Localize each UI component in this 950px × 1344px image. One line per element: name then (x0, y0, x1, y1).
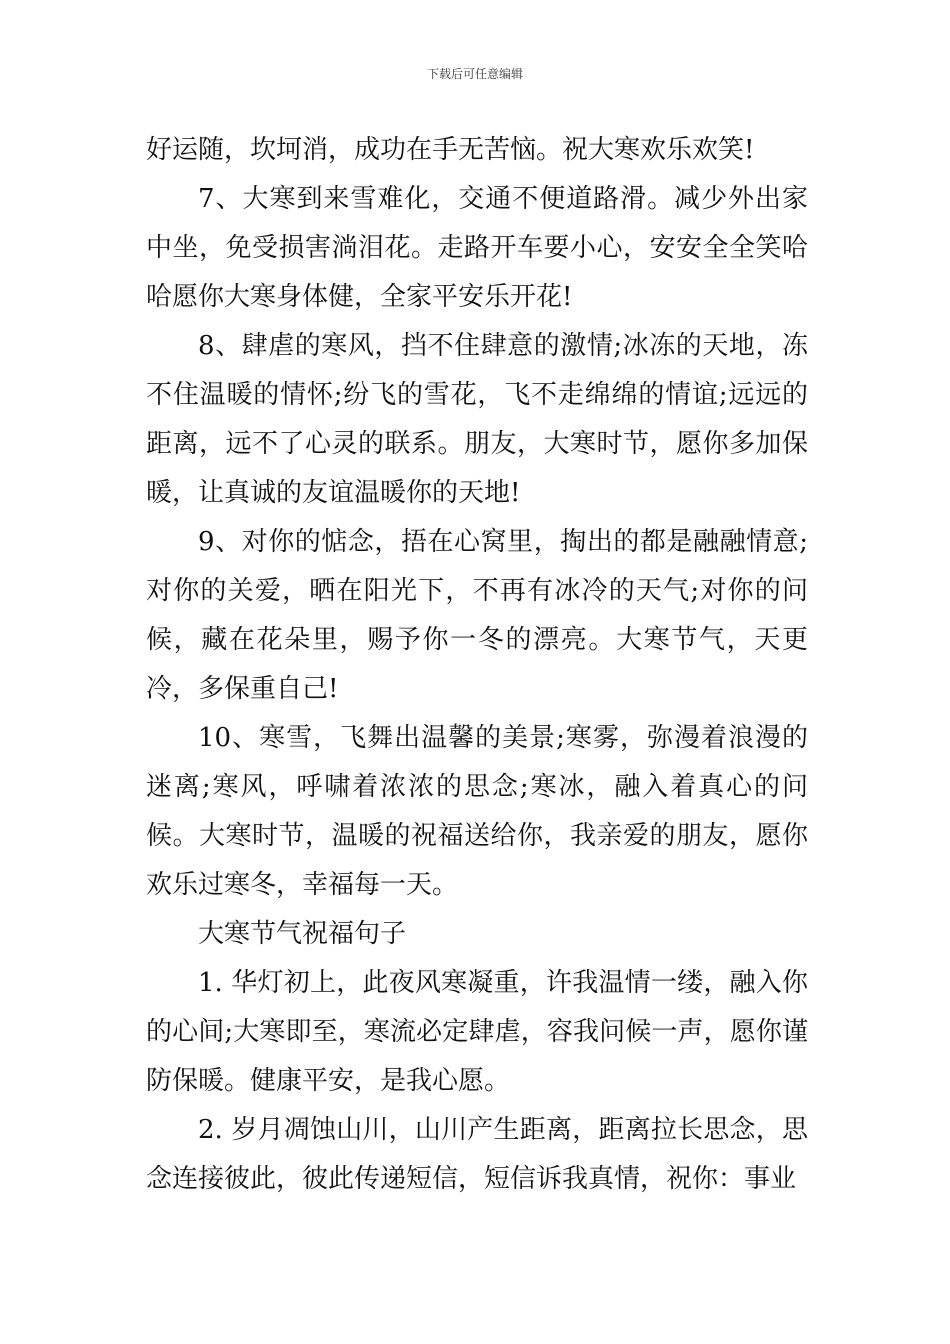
paragraph-blessing-1: 1. 华灯初上，此夜风寒凝重，许我温情一缕，融入你的心间;大寒即至，寒流必定肆虐，容我问候一声，愿你谨防保暖。健康平安，是我心愿。 (146, 968, 808, 1096)
paragraph-item-9: 9、对你的惦念，捂在心窝里，掏出的都是融融情意;对你的关爱，晒在阳光下，不再有冰冷的天气;对你的问候，藏在花朵里，赐予你一冬的漂亮。大寒节气，天更冷，多保重自己! (146, 527, 808, 704)
paragraph-continuation: 好运随，坎坷消，成功在手无苦恼。祝大寒欢乐欢笑! (146, 135, 755, 165)
paragraph-item-8: 8、肆虐的寒风，挡不住肆意的激情;冰冻的天地，冻不住温暖的情怀;纷飞的雪花，飞不走绵绵的情谊;远远的距离，远不了心灵的联系。朋友，大寒时节，愿你多加保暖，让真诚的友谊温暖你的天地! (146, 331, 808, 508)
paragraph-item-7: 7、大寒到来雪难化，交通不便道路滑。减少外出家中坐，免受损害淌泪花。走路开车要小心，安安全全笑哈哈愿你大寒身体健，全家平安乐开花! (146, 184, 808, 312)
document-body (146, 126, 808, 1204)
page-header: 下载后可任意编辑 (426, 67, 523, 81)
section-heading: 大寒节气祝福句子 (198, 919, 407, 949)
paragraph-item-10: 10、寒雪，飞舞出温馨的美景;寒雾，弥漫着浪漫的迷离;寒风，呼啸着浓浓的思念;寒冰，融入着真心的问候。大寒时节，温暖的祝福送给你，我亲爱的朋友，愿你欢乐过寒冬，幸福每一天。 (146, 723, 808, 900)
paragraph-blessing-2: 2. 岁月凋蚀山川，山川产生距离，距离拉长思念，思念连接彼此，彼此传递短信，短信诉我真情，祝你：事业 (146, 1115, 808, 1194)
